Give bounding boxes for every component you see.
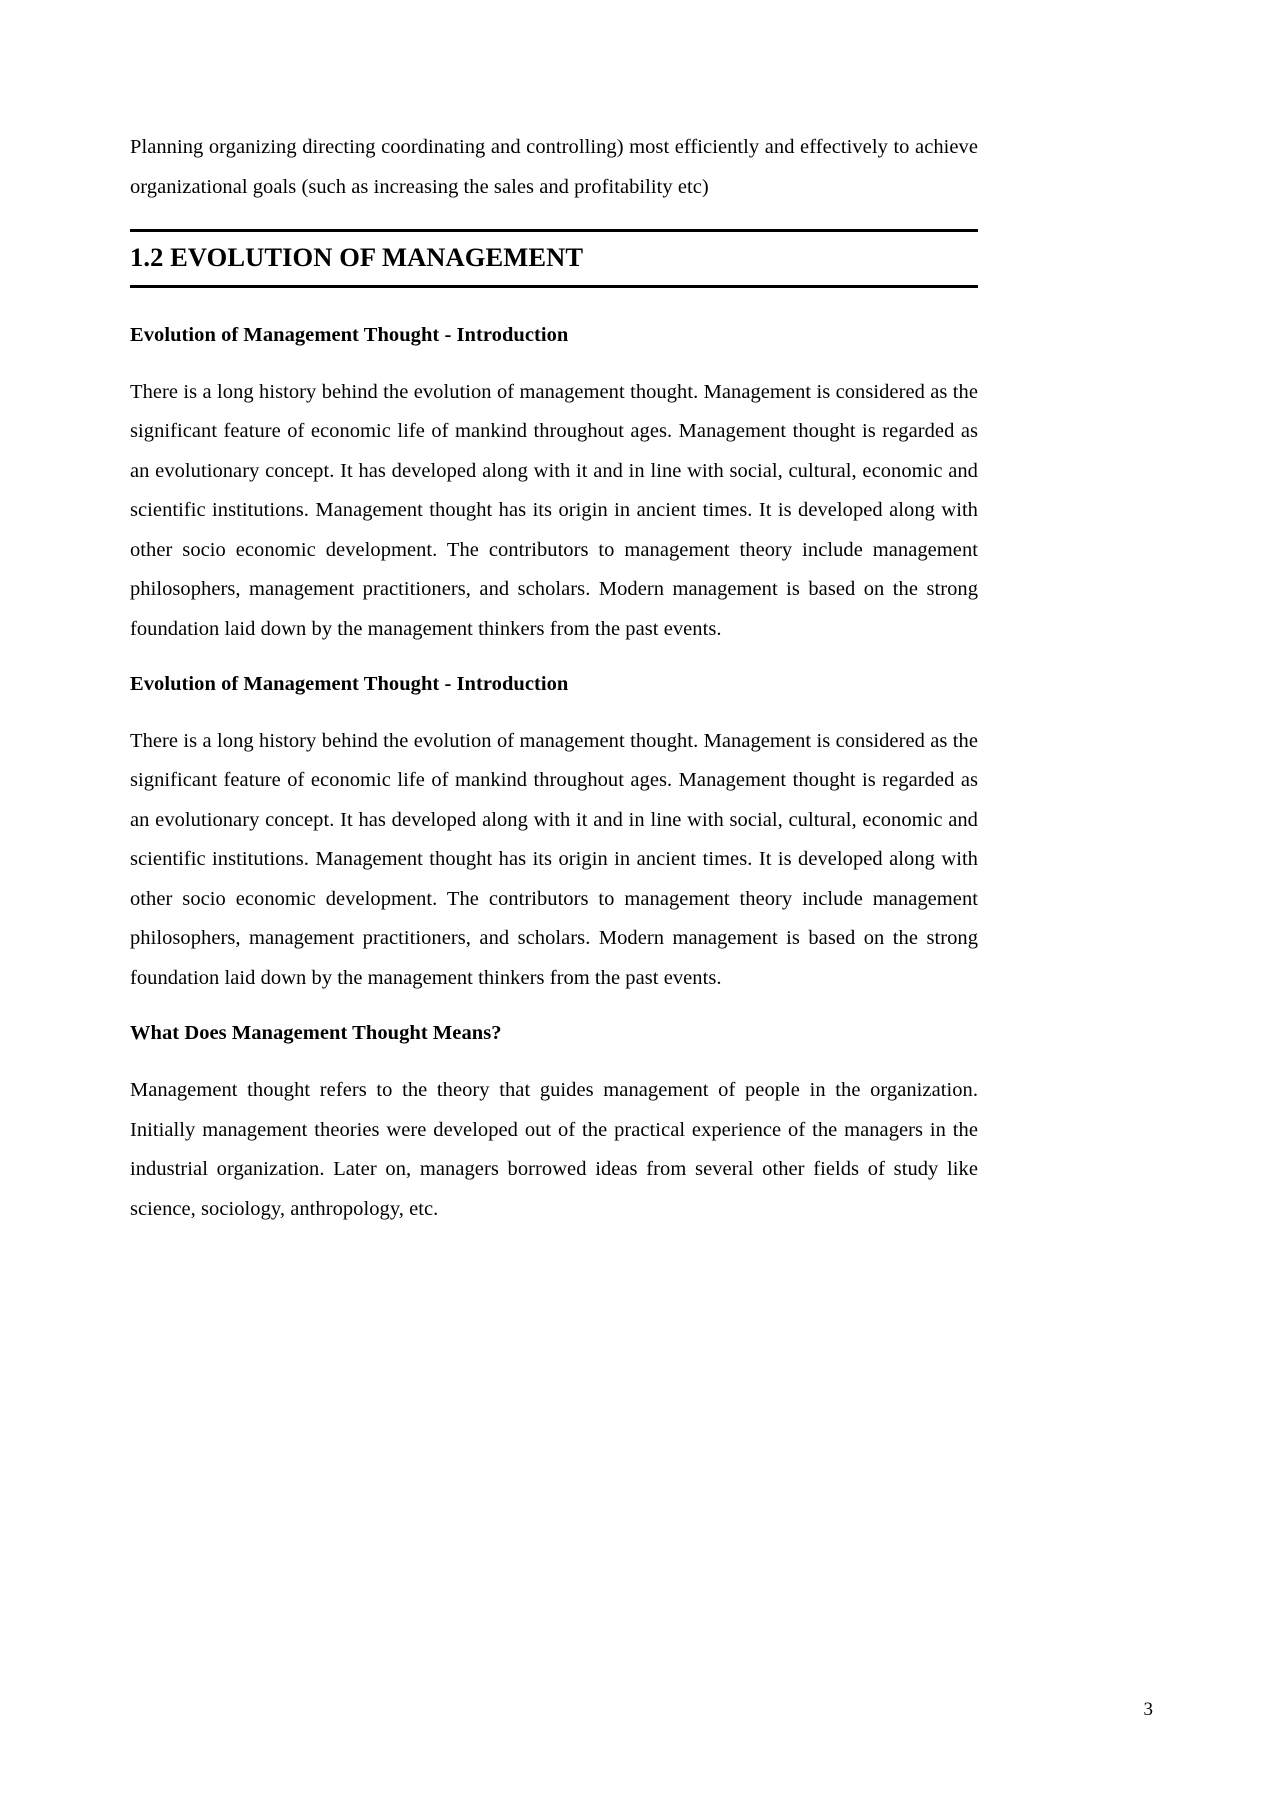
content-block-1	[130, 322, 978, 649]
paragraph-evolution-intro-1: There is a long history behind the evolution of management thought. Management is considered as the significant feature of economic life of mankind throughout ages. Management thought is regarded as an evolutionary concept. It has developed along with it and in line with social, cultural, economic and scientific institutions. Management thought has its origin in ancient times. It is developed along with other socio economic development. The contributors to management theory include management philosophers, management practitioners, and scholars. Modern management is based on the strong foundation laid down by the management thinkers from the past events.	[130, 380, 978, 640]
content-block-2	[130, 671, 978, 998]
paragraph-management-thought-means: Management thought refers to the theory that guides management of people in the organization. Initially management theories were developed out of the practical experience of the managers in the industrial organization. Later on, managers borrowed ideas from several other fields of study like science, sociology, anthropology, etc.	[130, 1079, 978, 1220]
intro-paragraph: Planning organizing directing coordinating and controlling) most efficiently and effectively to achieve organizational goals (such as increasing the sales and profitability etc)	[130, 136, 978, 198]
subheading-evolution-intro-2: Evolution of Management Thought - Introduction	[130, 673, 569, 696]
section-heading-block	[130, 229, 978, 288]
page-content	[130, 128, 978, 1229]
subheading-evolution-intro-1: Evolution of Management Thought - Introduction	[130, 324, 569, 347]
page-number: 3	[1143, 1699, 1153, 1720]
content-block-3	[130, 1020, 978, 1229]
paragraph-evolution-intro-2: There is a long history behind the evolution of management thought. Management is considered as the significant feature of economic life of mankind throughout ages. Management thought is regarded as an evolutionary concept. It has developed along with it and in line with social, cultural, economic and scientific institutions. Management thought has its origin in ancient times. It is developed along with other socio economic development. The contributors to management theory include management philosophers, management practitioners, and scholars. Modern management is based on the strong foundation laid down by the management thinkers from the past events.	[130, 729, 978, 989]
subheading-management-thought-means: What Does Management Thought Means?	[130, 1022, 502, 1045]
page-title: 1.2 EVOLUTION OF MANAGEMENT	[130, 229, 978, 288]
